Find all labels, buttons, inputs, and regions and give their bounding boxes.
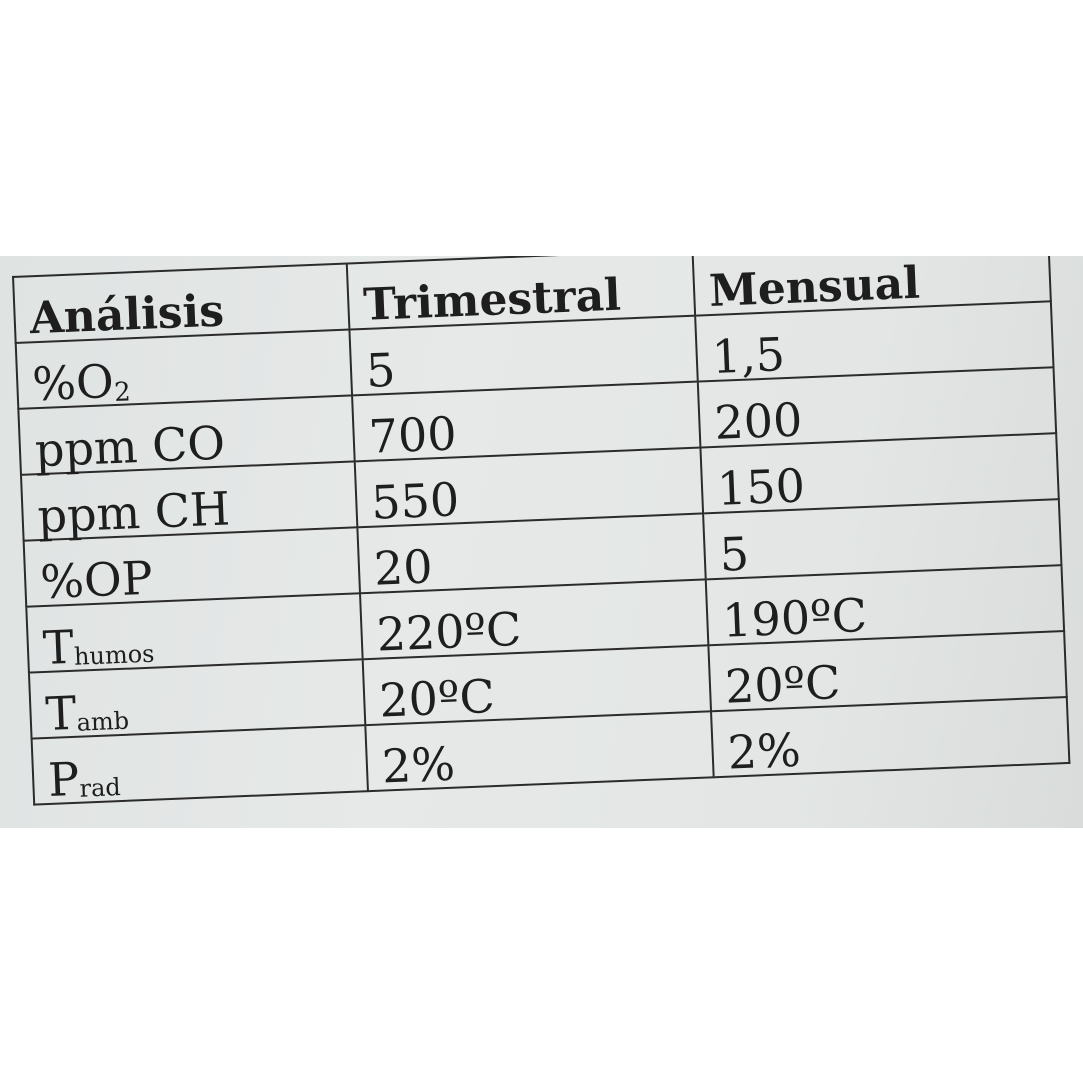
- trimestral-value: 220ºC: [360, 579, 708, 659]
- row-label: $P_{rad}$: [32, 725, 368, 804]
- trimestral-value: 20: [357, 513, 705, 593]
- document-photo: [0, 256, 1083, 828]
- table-container: [12, 256, 1070, 806]
- row-label: ppm CH: [21, 461, 357, 540]
- mensual-value: 1,5: [695, 301, 1053, 381]
- trimestral-value: 2%: [365, 711, 713, 791]
- mensual-value: 190ºC: [706, 565, 1064, 645]
- trimestral-value: 700: [352, 382, 700, 462]
- mensual-value: 150: [700, 433, 1058, 513]
- row-label: %OP: [24, 527, 360, 606]
- trimestral-value: 20ºC: [363, 645, 711, 725]
- header-analisis: Análisis: [13, 264, 349, 343]
- mensual-value: 2%: [711, 697, 1069, 777]
- row-label: ppm CO: [18, 395, 354, 474]
- cutoff-text-line: [0, 256, 9, 281]
- row-label: %O2: [16, 330, 352, 409]
- analysis-table: [12, 256, 1070, 806]
- row-label: $T_{humos}$: [26, 593, 362, 672]
- trimestral-value: 5: [349, 316, 697, 396]
- mensual-value: 5: [703, 499, 1061, 579]
- mensual-value: 200: [698, 367, 1056, 447]
- header-mensual: Mensual: [692, 256, 1050, 316]
- header-trimestral: Trimestral: [347, 256, 695, 330]
- row-label: $T_{amb}$: [29, 659, 365, 738]
- trimestral-value: 550: [355, 448, 703, 528]
- mensual-value: 20ºC: [708, 631, 1066, 711]
